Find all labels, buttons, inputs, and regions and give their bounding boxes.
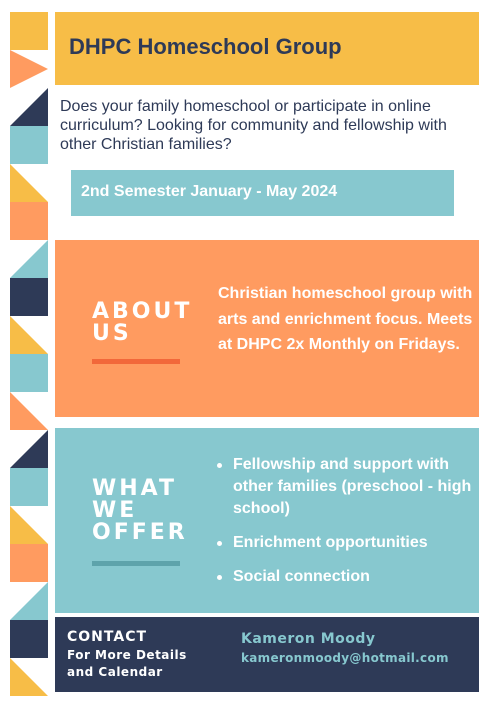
offer-list-item: Enrichment opportunities bbox=[215, 532, 477, 554]
about-underline bbox=[92, 359, 180, 364]
decorative-geometric-strip bbox=[10, 12, 48, 702]
title-banner bbox=[55, 12, 479, 85]
offer-list-item: Fellowship and support with other families (preschool - high school) bbox=[215, 454, 477, 520]
about-description: Christian homeschool group with arts and enrichment focus. Meets at DHPC 2x Monthly on Fridays. bbox=[218, 285, 473, 353]
semester-label: 2nd Semester January - May 2024 bbox=[81, 183, 338, 200]
contact-subtitle: For More Details and Calendar bbox=[67, 648, 187, 679]
about-heading bbox=[92, 301, 192, 345]
offer-underline bbox=[92, 561, 180, 566]
about-heading-line1: ABOUT bbox=[92, 299, 193, 324]
page-title: DHPC Homeschool Group bbox=[69, 34, 342, 59]
contact-name: Kameron Moody bbox=[241, 631, 376, 647]
offer-section bbox=[55, 428, 479, 613]
offer-list bbox=[215, 454, 477, 600]
offer-heading-line1: WHAT bbox=[92, 476, 178, 501]
offer-heading bbox=[92, 478, 188, 544]
offer-list-item: Social connection bbox=[215, 566, 477, 588]
contact-title: CONTACT bbox=[67, 629, 148, 645]
semester-banner bbox=[71, 170, 454, 216]
intro-text: Does your family homeschool or participate in online curriculum? Looking for community and fellowship with other Christian families? bbox=[60, 98, 447, 153]
contact-footer bbox=[55, 617, 479, 692]
offer-heading-line3: OFFER bbox=[92, 520, 188, 545]
contact-email-link[interactable]: kameronmoody@hotmail.com bbox=[241, 651, 449, 665]
about-section bbox=[55, 240, 479, 417]
about-heading-line2: US bbox=[92, 321, 132, 346]
offer-heading-line2: WE bbox=[92, 498, 138, 523]
